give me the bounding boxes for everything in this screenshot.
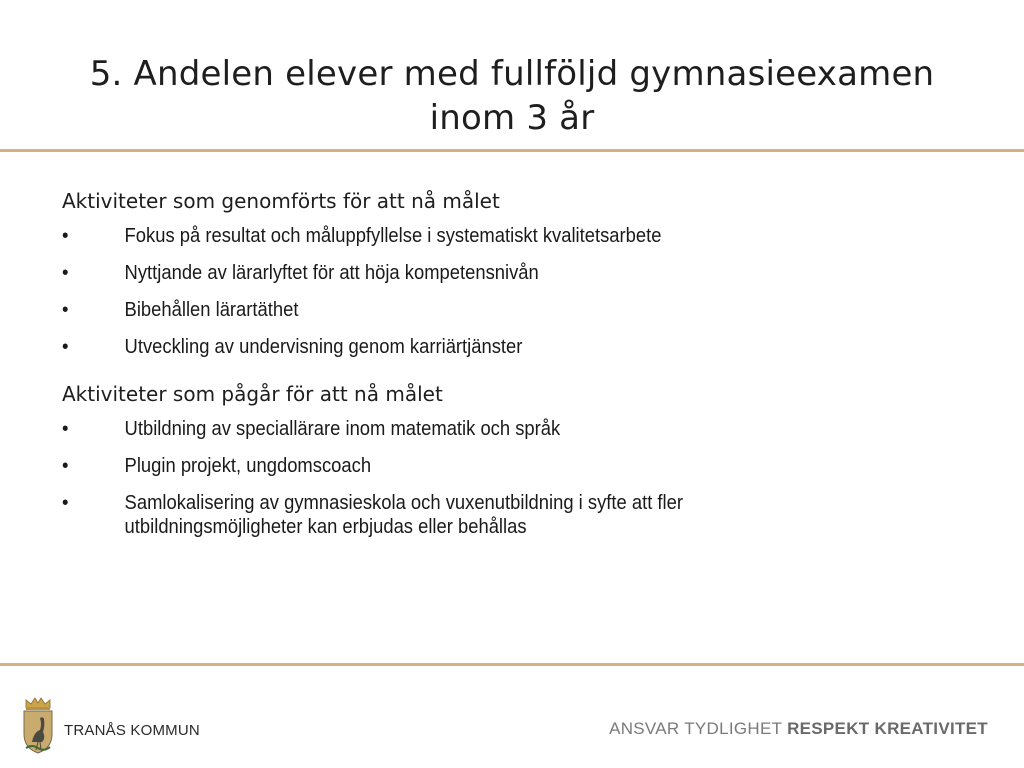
list-item [62,454,890,478]
list-item-text-continued: utbildningsmöjligheter kan erbjudas eller behållas [124,516,527,538]
bullet-list [62,417,962,539]
list-item [62,261,890,285]
slide-title [40,52,984,140]
value-respekt: RESPEKT [787,719,870,738]
section-heading: Aktiviteter som pågår för att nå målet [62,382,443,406]
organization-name: TRANÅS KOMMUN [64,722,200,739]
slide-title-line2: inom 3 år [429,98,595,138]
coat-of-arms-icon [20,696,56,756]
section-completed-activities [62,184,962,359]
section-ongoing-activities [62,377,962,539]
bullet-icon: • [62,262,69,284]
list-item-text: Fokus på resultat och måluppfyllelse i systematiskt kvalitetsarbete [124,225,662,247]
bullet-icon: • [62,225,69,247]
list-item [62,224,890,248]
bullet-icon: • [62,418,69,440]
list-item-text: Samlokalisering av gymnasieskola och vuxenutbildning i syfte att fler [124,492,683,514]
list-item-text: Utbildning av speciallärare inom matematik och språk [124,418,561,440]
list-item [62,491,890,539]
list-item [62,298,890,322]
value-tydlighet: TYDLIGHET [684,719,783,738]
value-kreativitet: KREATIVITET [874,719,988,738]
list-item-text: Utveckling av undervisning genom karriärtjänster [124,336,523,358]
bullet-list [62,224,962,359]
list-item [62,335,890,359]
bullet-icon: • [62,336,69,358]
list-item-text: Nyttjande av lärarlyftet för att höja kompetensnivån [124,262,539,284]
list-item-text: Bibehållen lärartäthet [124,299,299,321]
slide-content [62,184,962,539]
bottom-divider [0,663,1024,666]
list-item [62,417,890,441]
bullet-icon: • [62,299,69,321]
footer-values [609,719,988,739]
value-ansvar: ANSVAR [609,719,680,738]
slide-title-line1: 5. Andelen elever med fullföljd gymnasieexamen [89,54,935,94]
bullet-icon: • [62,492,69,514]
list-item-text: Plugin projekt, ungdomscoach [124,455,372,477]
section-heading: Aktiviteter som genomförts för att nå målet [62,189,500,213]
bullet-icon: • [62,455,69,477]
top-divider [0,149,1024,152]
